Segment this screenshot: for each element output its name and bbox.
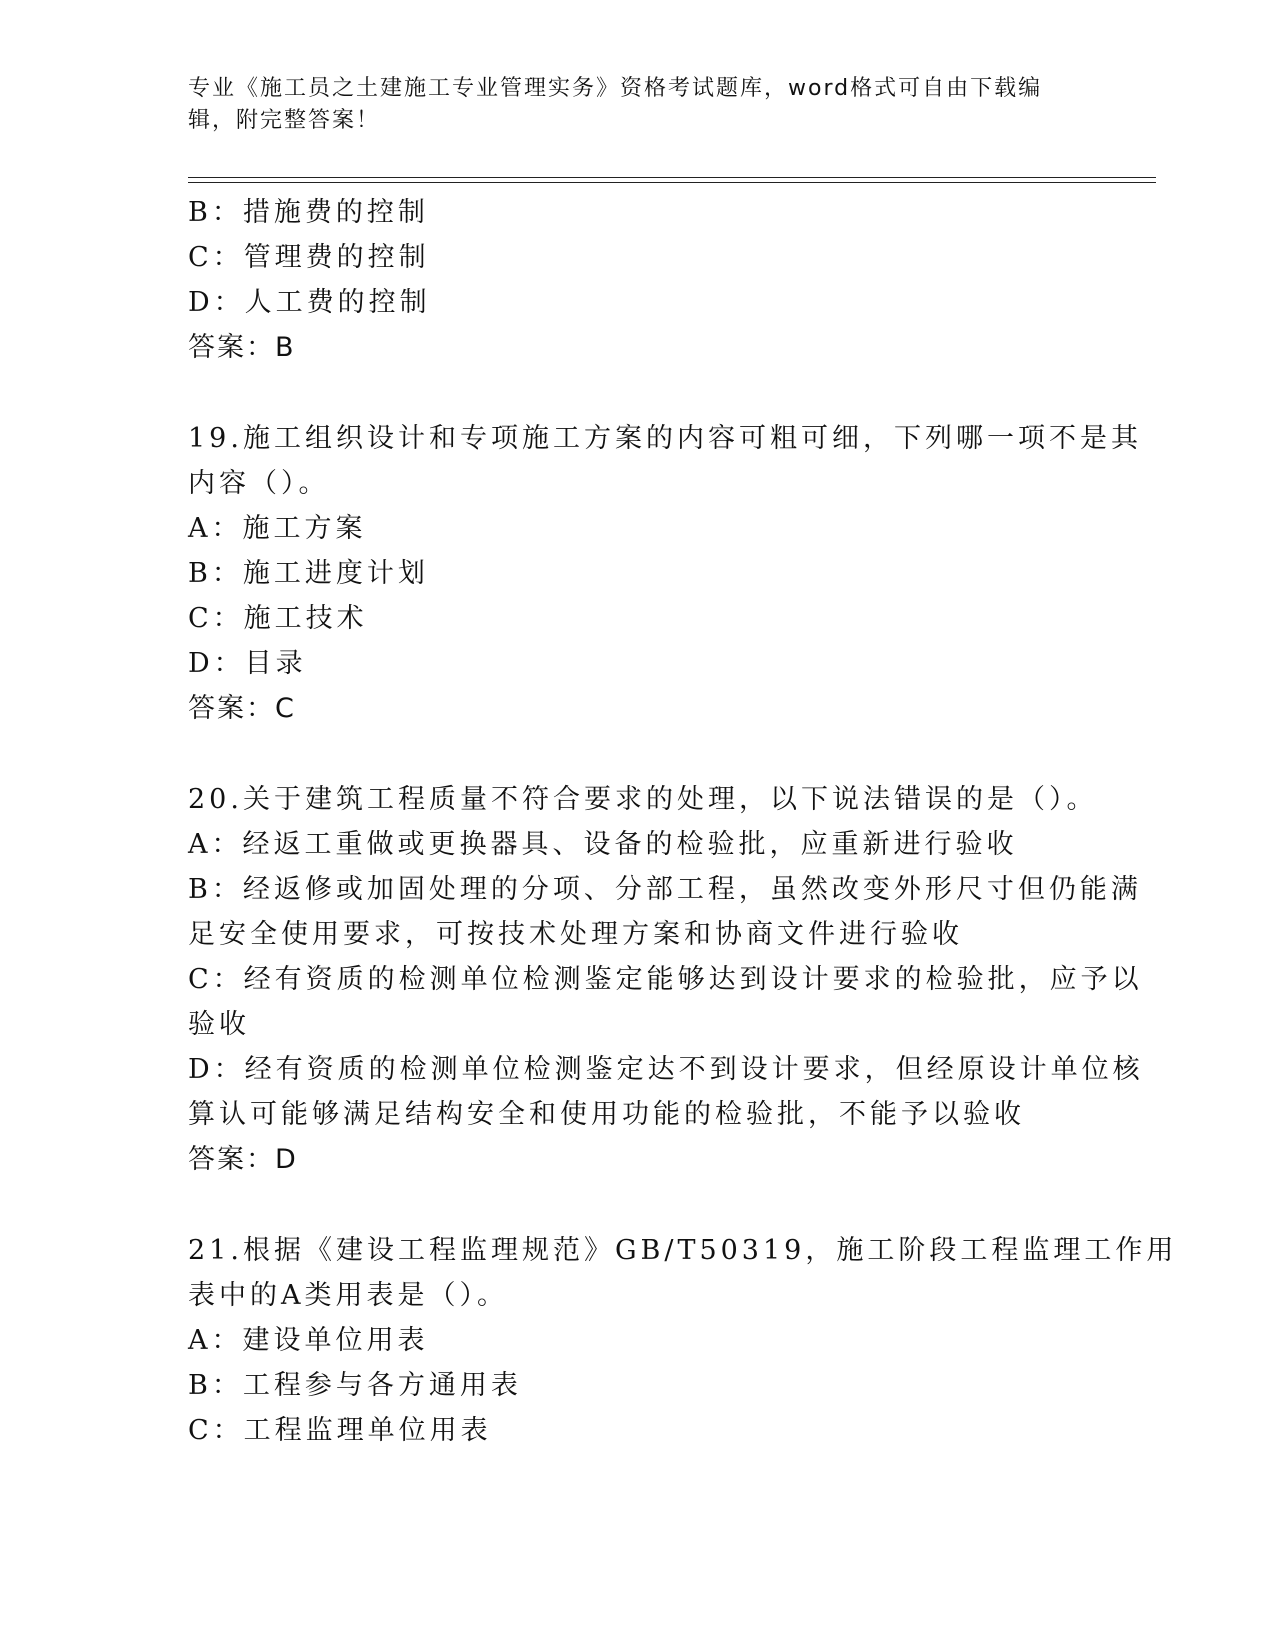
document-header (188, 73, 1088, 137)
q20-option-a: A：经返工重做或更换器具、设备的检验批，应重新进行验收 (188, 829, 1018, 860)
q19-option-d: D：目录 (188, 648, 307, 679)
q18-answer: 答案：B (188, 332, 296, 363)
question-19 (188, 416, 1142, 731)
header-line-1: 专业《施工员之土建施工专业管理实务》资格考试题库，word格式可自由下载编 (188, 76, 1043, 101)
q18-option-d: D：人工费的控制 (188, 287, 431, 318)
q20-answer: 答案：D (188, 1144, 298, 1175)
header-divider-top (188, 177, 1156, 178)
question-18 (188, 190, 1088, 370)
question-20 (188, 777, 1144, 1182)
q21-stem-line-1: 21.根据《建设工程监理规范》GB/T50319，施工阶段工程监理工作用 (188, 1235, 1178, 1266)
q21-option-b: B：工程参与各方通用表 (188, 1370, 522, 1401)
q20-option-d-line-2: 算认可能够满足结构安全和使用功能的检验批，不能予以验收 (188, 1099, 1025, 1130)
question-21 (188, 1228, 1178, 1453)
q20-option-b-line-2: 足安全使用要求，可按技术处理方案和协商文件进行验收 (188, 919, 963, 950)
q20-option-c-line-1: C：经有资质的检测单位检测鉴定能够达到设计要求的检验批，应予以 (188, 964, 1143, 995)
spacer (188, 1182, 1088, 1228)
q21-option-a: A：建设单位用表 (188, 1325, 429, 1356)
q19-option-b: B：施工进度计划 (188, 558, 429, 589)
q21-option-c: C：工程监理单位用表 (188, 1415, 492, 1446)
q19-stem-line-2: 内容（）。 (188, 468, 330, 499)
spacer (188, 731, 1088, 777)
q20-option-c-line-2: 验收 (188, 1009, 250, 1040)
q19-option-c: C：施工技术 (188, 603, 368, 634)
header-divider-bottom (188, 182, 1156, 183)
q19-stem-line-1: 19.施工组织设计和专项施工方案的内容可粗可细，下列哪一项不是其 (188, 423, 1142, 454)
q18-option-b: B：措施费的控制 (188, 197, 429, 228)
q19-option-a: A：施工方案 (188, 513, 367, 544)
q21-stem-line-2: 表中的A类用表是（）。 (188, 1280, 508, 1311)
q20-option-d-line-1: D：经有资质的检测单位检测鉴定达不到设计要求，但经原设计单位核 (188, 1054, 1144, 1085)
q19-answer: 答案：C (188, 693, 296, 724)
header-line-2: 辑，附完整答案！ (188, 108, 381, 133)
q20-stem: 20.关于建筑工程质量不符合要求的处理，以下说法错误的是（）。 (188, 784, 1098, 815)
q20-option-b-line-1: B：经返修或加固处理的分项、分部工程，虽然改变外形尺寸但仍能满 (188, 874, 1142, 905)
q18-option-c: C：管理费的控制 (188, 242, 430, 273)
question-content (188, 190, 1178, 1453)
spacer (188, 370, 1088, 416)
